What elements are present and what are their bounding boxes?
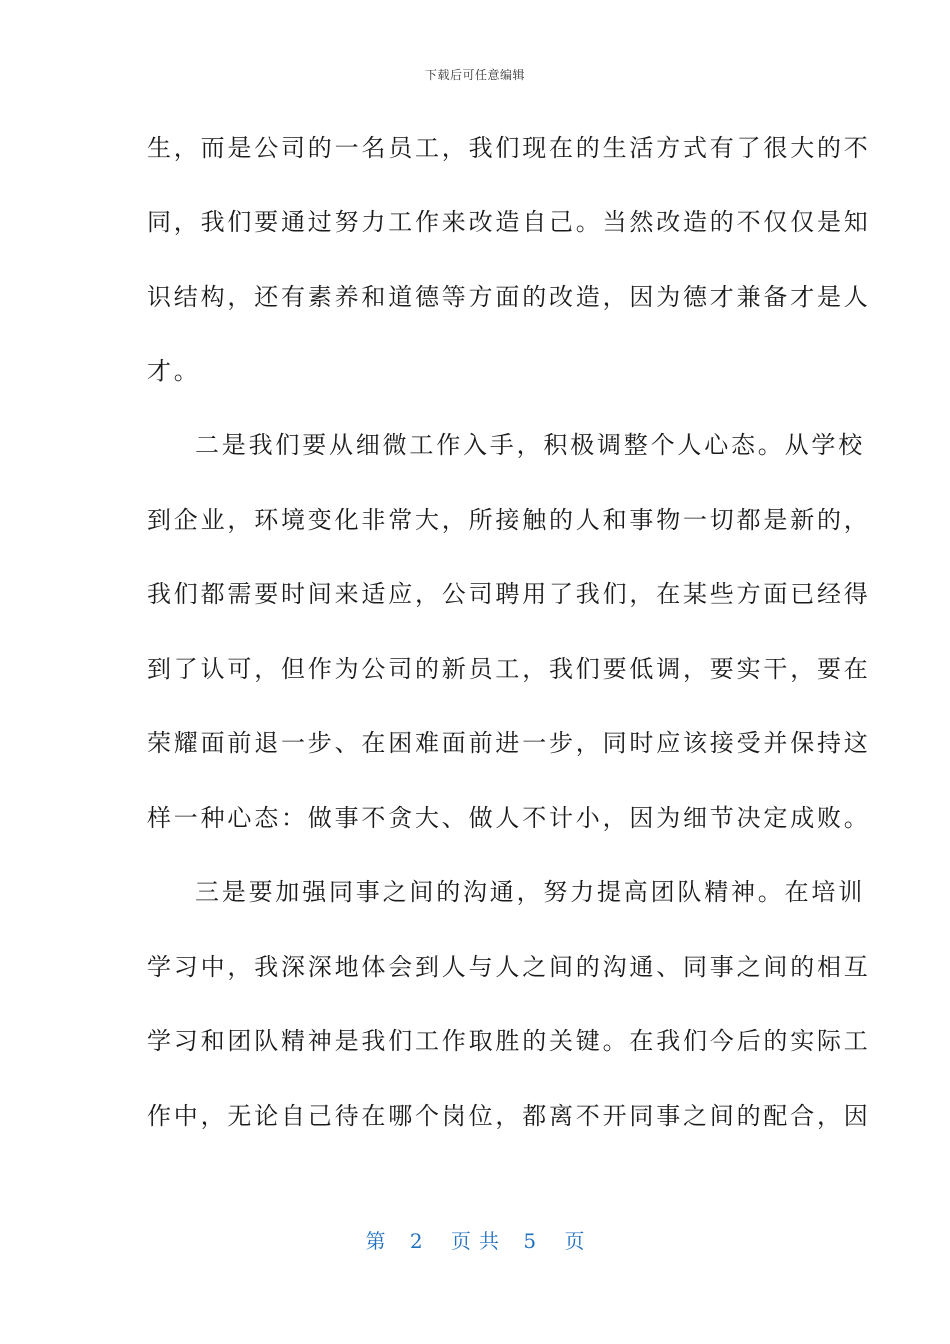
paragraph-first-line: 二是我们要从细微工作入手，积极调整个人心态。从学校 <box>195 431 865 459</box>
text-line: 作中，无论自己待在哪个岗位，都离不开同事之间的配合，因 <box>147 1102 871 1130</box>
current-page-number: 2 <box>409 1229 423 1253</box>
paragraph-first-line: 三是要加强同事之间的沟通，努力提高团队精神。在培训 <box>195 878 865 906</box>
text-line: 同，我们要通过努力工作来改造自己。当然改造的不仅仅是知 <box>147 208 871 236</box>
footer-suffix: 页 <box>564 1229 585 1253</box>
text-line: 我们都需要时间来适应，公司聘用了我们，在某些方面已经得 <box>147 580 871 608</box>
text-line: 到企业，环境变化非常大，所接触的人和事物一切都是新的， <box>147 506 871 534</box>
text-line: 到了认可，但作为公司的新员工，我们要低调，要实干，要在 <box>147 655 871 683</box>
text-line: 才。 <box>147 357 201 385</box>
text-line: 识结构，还有素养和道德等方面的改造，因为德才兼备才是人 <box>147 283 871 311</box>
text-line: 样一种心态：做事不贪大、做人不计小，因为细节决定成败。 <box>147 804 871 832</box>
page-header: 下载后可任意编辑 <box>424 68 525 82</box>
footer-middle: 页共 <box>451 1229 507 1253</box>
total-pages-number: 5 <box>523 1229 537 1253</box>
text-line: 学习和团队精神是我们工作取胜的关键。在我们今后的实际工 <box>147 1027 871 1055</box>
page-footer <box>0 1225 950 1254</box>
text-line: 荣耀面前退一步、在困难面前进一步，同时应该接受并保持这 <box>147 729 871 757</box>
text-line: 生，而是公司的一名员工，我们现在的生活方式有了很大的不 <box>147 134 871 162</box>
text-line: 学习中，我深深地体会到人与人之间的沟通、同事之间的相互 <box>147 953 871 981</box>
footer-prefix: 第 <box>365 1229 386 1253</box>
